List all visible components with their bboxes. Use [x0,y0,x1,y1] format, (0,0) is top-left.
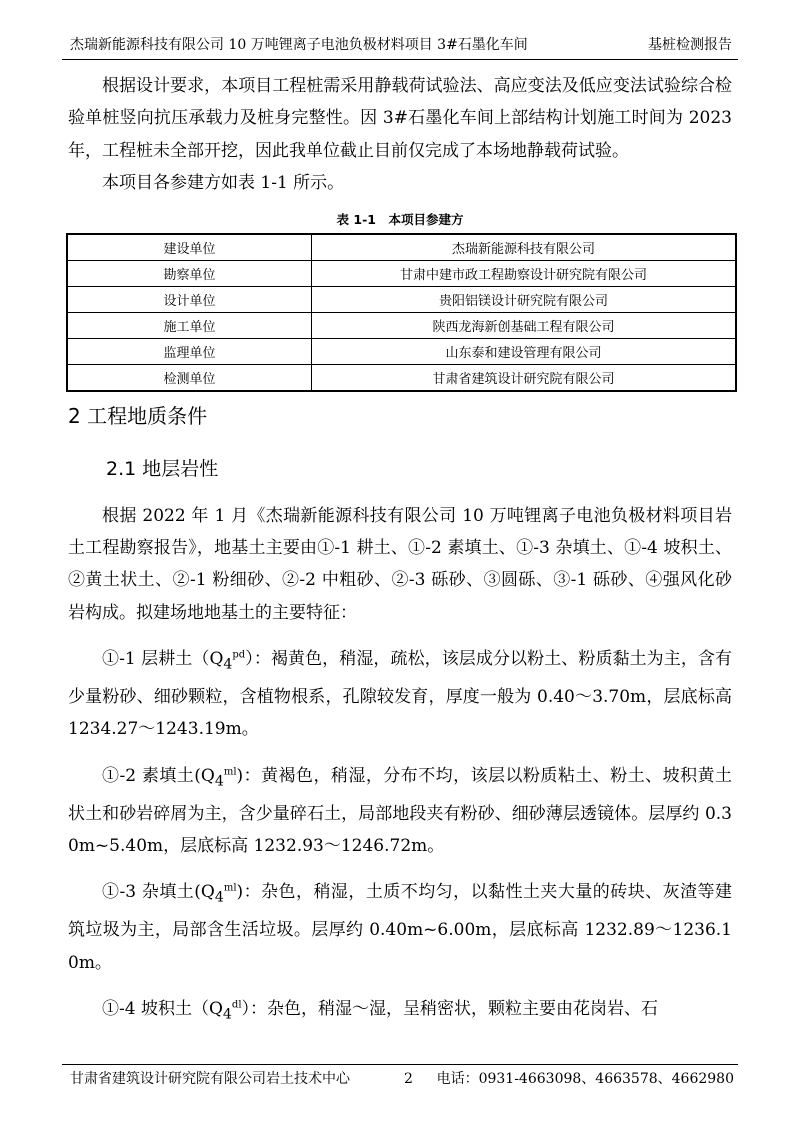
layer-lead: ①-2 素填土(Q [102,765,215,786]
table-cell-role: 监理单位 [67,338,312,364]
table-cell-organization: 甘肃中建市政工程勘察设计研究院有限公司 [312,260,737,286]
table-cell-role: 设计单位 [67,286,312,312]
table-cell-organization: 贵阳铝镁设计研究院有限公司 [312,286,737,312]
table-row [67,234,736,261]
table-cell-role: 检测单位 [67,364,312,391]
table-row [67,338,736,364]
layer-lead: ①-1 层耕土（Q [102,649,224,670]
footer-phone: 电话：0931-4663098、4663578、4662980 [436,1071,734,1087]
layer-paragraph [68,760,732,863]
section-heading: 2 工程地质条件 [68,403,208,428]
table-cell-organization: 山东泰和建设管理有限公司 [312,338,737,364]
layer-sup: dl [231,999,242,1011]
geology-intro-paragraph: 根据 2022 年 1 月《杰瑞新能源科技有限公司 10 万吨锂离子电池负极材料项目岩土工程勘察报告》，地基土主要由①-1 耕土、①-2 素填土、①-3 杂填土、①-4 坡积土、②黄土状土、②-1 粉细砂、②-2 中粗砂、②-3 砾砂、③圆砾、③-1 砾砂、④强风化砂岩构成。拟建场地地基土的主要特征： [68,505,732,623]
footer-organization: 甘肃省建筑设计研究院有限公司岩土技术中心 [70,1071,350,1087]
layer-sup: ml [223,766,237,778]
layer-sub: 4 [222,1006,232,1023]
layer-sub: 4 [214,889,224,906]
layer-sub: 4 [214,773,224,790]
layer-paragraph [68,876,732,979]
table-cell-organization: 甘肃省建筑设计研究院有限公司 [312,364,737,391]
table-row [67,286,736,312]
table-caption: 表 1-1 本项目参建方 [336,211,464,227]
layer-sup: pd [232,649,246,661]
page-header [62,33,738,60]
layer-paragraph [68,993,732,1031]
participants-table [66,233,737,392]
layer-lead: ①-4 坡积土（Q [102,999,223,1020]
layer-rest: )：杂色，稍湿，土质不均匀，以黏性土夹大量的砖块、灰渣等建筑垃圾为主，局部含生活垃圾。层厚约 0.40m~6.00m，层底标高 1232.89～1236.10m。 [68,882,732,973]
layer-rest: )：黄褐色，稍湿，分布不均，该层以粉质粘土、粉土、坡积黄土状土和砂岩碎屑为主，含少量碎石土，局部地段夹有粉砂、细砂薄层透镜体。层厚约 0.30m~5.40m，层底标高 1232.93～1246.72m。 [68,765,732,857]
page-content [68,70,732,1031]
table-row [67,364,736,391]
layer-rest: ）：杂色，稍湿～湿，呈稍密状，颗粒主要由花岗岩、石 [241,999,659,1020]
layer-sub: 4 [223,656,233,673]
layer-paragraph [68,643,732,746]
soil-layers [68,629,732,1031]
table-cell-organization: 陕西龙海新创基础工程有限公司 [312,312,737,338]
table-row [67,312,736,338]
table-reference-paragraph: 本项目各参建方如表 1-1 所示。 [102,173,345,194]
subsection-heading: 2.1 地层岩性 [106,457,219,480]
layer-rest: ）：褐黄色，稍湿，疏松，该层成分以粉土、粉质黏土为主，含有少量粉砂、细砂颗粒，含植物根系，孔隙较发育，厚度一般为 0.40～3.70m，层底标高 1234.27～1243.19m。 [68,649,732,740]
layer-lead: ①-3 杂填土(Q [102,882,215,903]
table-cell-organization: 杰瑞新能源科技有限公司 [312,234,737,261]
table-cell-role: 建设单位 [67,234,312,261]
table-cell-role: 施工单位 [67,312,312,338]
page-footer [62,1064,738,1093]
header-project-title: 杰瑞新能源科技有限公司 10 万吨锂离子电池负极材料项目 3#石墨化车间 [70,37,528,53]
table-row [67,260,736,286]
intro-paragraph: 根据设计要求，本项目工程桩需采用静载荷试验法、高应变法及低应变法试验综合检验单桩竖向抗压承载力及桩身完整性。因 3#石墨化车间上部结构计划施工时间为 2023 年，工程桩未全部开挖，因此我单位截止目前仅完成了本场地静载荷试验。 [68,76,732,161]
header-report-title: 基桩检测报告 [648,37,732,53]
table-cell-role: 勘察单位 [67,260,312,286]
page-number: 2 [404,1071,413,1087]
layer-sup: ml [223,882,237,894]
